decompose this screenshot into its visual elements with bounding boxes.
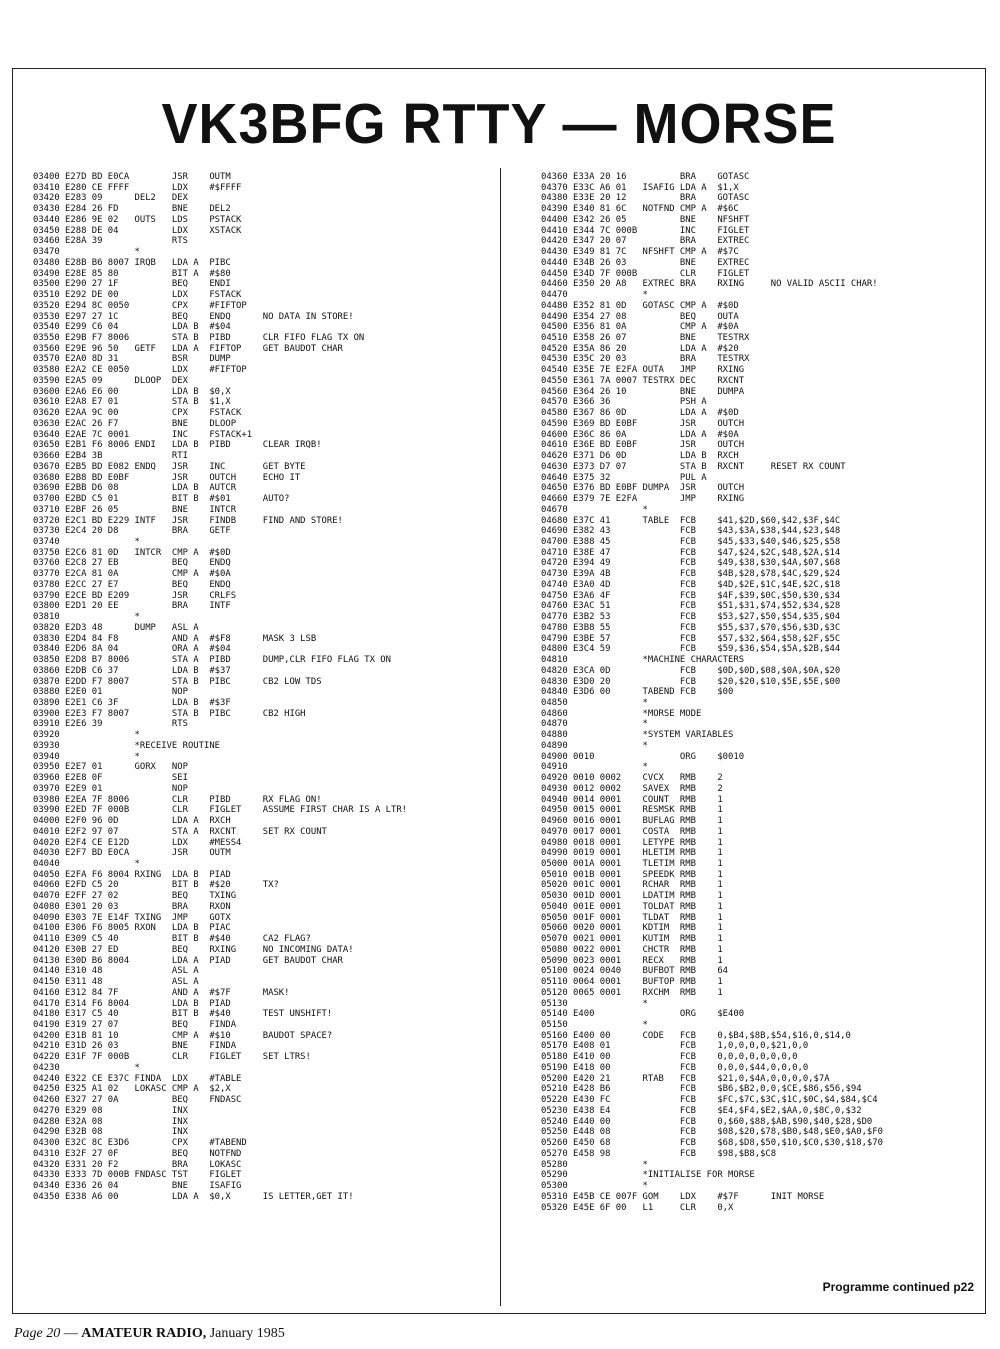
listing-line: 04150 E311 48 ASL A — [33, 977, 199, 988]
listing-line: 05030 001D 0001 LDATIM RMB 1 — [541, 891, 723, 902]
listing-line: 03430 E284 26 FD BNE DEL2 — [33, 204, 231, 215]
listing-line: 04390 E340 81 6C NOTFND CMP A #$6C — [541, 204, 739, 215]
listing-right-column — [541, 172, 883, 1213]
listing-line: 04920 0010 0002 CVCX RMB 2 — [541, 773, 723, 784]
listing-line: 03980 E2EA 7F 8006 CLR PIBD RX FLAG ON! — [33, 794, 322, 805]
listing-line: 04350 E338 A6 00 LDA A $0,X IS LETTER,GET IT! — [33, 1191, 354, 1202]
magazine-name: AMATEUR RADIO, — [81, 1326, 207, 1341]
listing-line: 04260 E327 27 0A BEQ FNDASC — [33, 1095, 242, 1106]
listing-line: 03570 E2A0 8D 31 BSR DUMP — [33, 354, 231, 365]
listing-line: 04980 0018 0001 LETYPE RMB 1 — [541, 837, 723, 848]
listing-line: 04090 E303 7E E14F TXING JMP GOTX — [33, 912, 231, 923]
listing-line: 04290 E32B 08 INX — [33, 1127, 188, 1138]
listing-line: 05180 E410 00 FCB 0,0,0,0,0,0,0,0 — [541, 1052, 798, 1063]
listing-line: 05040 001E 0001 TOLDAT RMB 1 — [541, 901, 723, 912]
listing-line: 04680 E37C 41 TABLE FCB $41,$2D,$60,$42,$3F,$4C — [541, 515, 841, 526]
column-divider — [500, 168, 501, 1306]
listing-line: 04400 E342 26 05 BNE NFSHFT — [541, 214, 750, 225]
listing-line: 04490 E354 27 08 BEQ OUTA — [541, 311, 739, 322]
listing-line: 05220 E430 FC FCB $FC,$7C,$3C,$1C,$0C,$4,$84,$C4 — [541, 1095, 878, 1106]
listing-line: 03590 E2A5 09 DLOOP DEX — [33, 375, 188, 386]
listing-line: 03580 E2A2 CE 0050 LDX #FIFTOP — [33, 365, 247, 376]
listing-line: 04910 * — [541, 762, 648, 773]
listing-line: 03410 E280 CE FFFF LDX #$FFFF — [33, 182, 242, 193]
listing-line: 03970 E2E9 01 NOP — [33, 783, 188, 794]
listing-line: 05240 E440 00 FCB 0,$60,$88,$AB,$90,$40,$28,$D0 — [541, 1116, 873, 1127]
listing-line: 03700 E2BD C5 01 BIT B #$01 AUTO? — [33, 494, 290, 505]
listing-line: 03510 E292 DE 00 LDX FSTACK — [33, 290, 242, 301]
listing-line: 04520 E35A 86 20 LDA A #$20 — [541, 343, 739, 354]
listing-line: 04640 E375 32 PUL A — [541, 472, 707, 483]
listing-line: 05080 0022 0001 CHCTR RMB 1 — [541, 944, 723, 955]
listing-line: 04160 E312 84 7F AND A #$7F MASK! — [33, 987, 290, 998]
listing-line: 04010 E2F2 97 07 STA A RXCNT SET RX COUNT — [33, 826, 327, 837]
listing-line: 03500 E290 27 1F BEQ ENDI — [33, 279, 231, 290]
listing-line: 05260 E450 68 FCB $68,$D8,$50,$10,$C0,$30,$18,$70 — [541, 1138, 883, 1149]
listing-line: 04580 E367 86 0D LDA A #$0D — [541, 408, 739, 419]
listing-line: 04760 E3AC 51 FCB $51,$31,$74,$52,$34,$28 — [541, 601, 841, 612]
listing-line: 04130 E30D B6 8004 LDA A PIAD GET BAUDOT CHAR — [33, 955, 343, 966]
listing-line: 05070 0021 0001 KUTIM RMB 1 — [541, 934, 723, 945]
listing-line: 05320 E45E 6F 00 L1 CLR 0,X — [541, 1202, 734, 1213]
listing-line: 03460 E28A 39 RTS — [33, 236, 188, 247]
listing-line: 04990 0019 0001 HLETIM RMB 1 — [541, 848, 723, 859]
listing-line: 05210 E428 B6 FCB $B6,$B2,0,0,$CE,$86,$56,$94 — [541, 1084, 862, 1095]
listing-line: 04300 E32C 8C E3D6 CPX #TABEND — [33, 1138, 247, 1149]
listing-line: 03680 E2B8 BD E0BF JSR OUTCH ECHO IT — [33, 472, 301, 483]
listing-line: 04810 *MACHINE CHARACTERS — [541, 655, 745, 666]
listing-line: 04610 E36E BD E0BF JSR OUTCH — [541, 440, 745, 451]
listing-line: 04740 E3A0 4D FCB $4D,$2E,$1C,$4E,$2C,$18 — [541, 579, 841, 590]
listing-line: 04110 E309 C5 40 BIT B #$40 CA2 FLAG? — [33, 934, 311, 945]
listing-line: 04440 E34B 26 03 BNE EXTREC — [541, 257, 750, 268]
listing-line: 04430 E349 81 7C NFSHFT CMP A #$7C — [541, 247, 739, 258]
listing-line: 03960 E2E8 0F SEI — [33, 773, 188, 784]
listing-line: 04880 *SYSTEM VARIABLES — [541, 730, 734, 741]
listing-line: 04720 E394 49 FCB $49,$38,$30,$4A,$07,$68 — [541, 558, 841, 569]
listing-line: 05280 * — [541, 1159, 648, 1170]
listing-line: 05100 0024 0040 BUFBOT RMB 64 — [541, 966, 729, 977]
listing-line: 03930 *RECEIVE ROUTINE — [33, 740, 221, 751]
listing-line: 03870 E2DD F7 8007 STA B PIBC CB2 LOW TDS — [33, 676, 322, 687]
listing-line: 04630 E373 D7 07 STA B RXCNT RESET RX COUNT — [541, 461, 846, 472]
listing-line: 05300 * — [541, 1181, 648, 1192]
listing-line: 05000 001A 0001 TLETIM RMB 1 — [541, 859, 723, 869]
listing-line: 04790 E3BE 57 FCB $57,$32,$64,$58,$2F,$5C — [541, 633, 841, 644]
listing-line: 03480 E28B B6 8007 IRQB LDA A PIBC — [33, 257, 231, 268]
listing-left-column — [33, 172, 407, 1203]
page-footer — [14, 1326, 285, 1342]
listing-line: 03830 E2D4 84 F8 AND A #$F8 MASK 3 LSB — [33, 633, 317, 644]
listing-line: 05290 *INITIALISE FOR MORSE — [541, 1170, 755, 1181]
page-number: Page 20 — [14, 1326, 61, 1341]
listing-line: 04070 E2FF 27 02 BEQ TXING — [33, 891, 237, 902]
listing-line: 04560 E364 26 10 BNE DUMPA — [541, 386, 745, 397]
listing-line: 04170 E314 F6 8004 LDA B PIAD — [33, 998, 231, 1009]
listing-line: 04450 E34D 7F 000B CLR FIGLET — [541, 268, 750, 279]
listing-line: 03900 E2E3 F7 8007 STA B PIBC CB2 HIGH — [33, 708, 306, 719]
listing-line: 04060 E2FD C5 20 BIT B #$20 TX? — [33, 880, 279, 891]
listing-line: 03730 E2C4 20 D8 BRA GETF — [33, 526, 231, 537]
listing-line: 03530 E297 27 1C BEQ ENDQ NO DATA IN STORE! — [33, 311, 354, 322]
listing-line: 04250 E325 A1 02 LOKASC CMP A $2,X — [33, 1084, 231, 1095]
listing-line: 05150 * — [541, 1020, 648, 1031]
listing-line: 03990 E2ED 7F 000B CLR FIGLET ASSUME FIRST CHAR IS A LTR! — [33, 805, 408, 816]
listing-line: 04050 E2FA F6 8004 RXING LDA B PIAD — [33, 869, 231, 880]
listing-line: 04030 E2F7 BD E0CA JSR OUTM — [33, 848, 231, 859]
listing-line: 04530 E35C 20 03 BRA TESTRX — [541, 354, 750, 365]
listing-line: 05010 001B 0001 SPEEDK RMB 1 — [541, 869, 723, 880]
listing-line: 04480 E352 81 0D GOTASC CMP A #$0D — [541, 300, 739, 311]
listing-line: 05020 001C 0001 RCHAR RMB 1 — [541, 880, 723, 891]
listing-line: 05270 E458 98 FCB $98,$B8,$C8 — [541, 1148, 777, 1159]
listing-line: 03810 * — [33, 612, 140, 623]
listing-line: 04830 E3D0 20 FCB $20,$20,$10,$5E,$5E,$00 — [541, 676, 841, 687]
listing-line: 03670 E2B5 BD E082 ENDQ JSR INC GET BYTE — [33, 461, 306, 472]
listing-line: 03400 E27D BD E0CA JSR OUTM — [33, 172, 231, 182]
listing-line: 05160 E400 00 CODE FCB 0,$B4,$8B,$54,$16,0,$14,0 — [541, 1030, 851, 1041]
listing-line: 04270 E329 08 INX — [33, 1105, 188, 1116]
listing-line: 04820 E3CA 0D FCB $0D,$0D,$08,$0A,$0A,$20 — [541, 665, 841, 676]
listing-line: 04240 E322 CE E37C FINDA LDX #TABLE — [33, 1073, 242, 1084]
listing-line: 04210 E31D 26 03 BNE FINDA — [33, 1041, 237, 1052]
listing-line: 04410 E344 7C 000B INC FIGLET — [541, 225, 750, 236]
listing-line: 04900 0010 ORG $0010 — [541, 751, 745, 762]
listing-line: 04620 E371 D6 0D LDA B RXCH — [541, 451, 739, 462]
listing-line: 04840 E3D6 00 TABEND FCB $00 — [541, 687, 734, 698]
listing-line: 05120 0065 0001 RXCHM RMB 1 — [541, 987, 723, 998]
listing-line: 03540 E299 C6 04 LDA B #$04 — [33, 322, 231, 333]
listing-line: 04890 * — [541, 740, 648, 751]
listing-line: 03690 E2BB D6 08 LDA B AUTCR — [33, 483, 237, 494]
listing-line: 05060 0020 0001 KDTIM RMB 1 — [541, 923, 723, 934]
listing-line: 04940 0014 0001 COUNT RMB 1 — [541, 794, 723, 805]
listing-line: 05170 E408 01 FCB 1,0,0,0,0,$21,0,0 — [541, 1041, 809, 1052]
listing-line: 04690 E382 43 FCB $43,$3A,$38,$44,$23,$48 — [541, 526, 841, 537]
listing-line: 03920 * — [33, 730, 140, 741]
listing-line: 03890 E2E1 C6 3F LDA B #$3F — [33, 697, 231, 708]
listing-line: 04780 E3B8 55 FCB $55,$37,$70,$56,$3D,$3C — [541, 622, 841, 633]
listing-line: 04730 E39A 4B FCB $4B,$28,$78,$4C,$29,$24 — [541, 569, 841, 580]
listing-line: 04750 E3A6 4F FCB $4F,$39,$0C,$50,$30,$34 — [541, 590, 841, 601]
listing-line: 05090 0023 0001 RECX RMB 1 — [541, 955, 723, 966]
listing-line: 03630 E2AC 26 F7 BNE DLOOP — [33, 418, 237, 429]
listing-line: 03790 E2CE BD E209 JSR CRLFS — [33, 590, 237, 601]
listing-line: 04700 E388 45 FCB $45,$33,$40,$46,$25,$58 — [541, 536, 841, 547]
listing-line: 04020 E2F4 CE E12D LDX #MESS4 — [33, 837, 242, 848]
listing-line: 03550 E29B F7 8006 STA B PIBD CLR FIFO FLAG TX ON — [33, 333, 365, 344]
listing-line: 05230 E438 E4 FCB $E4,$F4,$E2,$AA,0,$8C,0,$32 — [541, 1105, 862, 1116]
listing-line: 04670 * — [541, 504, 648, 515]
listing-line: 04650 E376 BD E0BF DUMPA JSR OUTCH — [541, 483, 745, 494]
listing-line: 03470 * — [33, 247, 140, 258]
listing-line: 04000 E2F0 96 0D LDA A RXCH — [33, 816, 231, 827]
listing-line: 03450 E288 DE 04 LDX XSTACK — [33, 225, 242, 236]
listing-line: 03850 E2D8 B7 8006 STA A PIBD DUMP,CLR FIFO FLAG TX ON — [33, 655, 391, 666]
listing-line: 04470 * — [541, 290, 648, 301]
listing-line: 04770 E3B2 53 FCB $53,$27,$50,$54,$35,$04 — [541, 612, 841, 623]
listing-line: 03660 E2B4 3B RTI — [33, 451, 188, 462]
listing-line: 04310 E32F 27 0F BEQ NOTFND — [33, 1148, 242, 1159]
listing-line: 04360 E33A 20 16 BRA GOTASC — [541, 172, 750, 182]
article-title: VK3BFG RTTY — MORSE — [161, 92, 837, 156]
listing-line: 04220 E31F 7F 000B CLR FIGLET SET LTRS! — [33, 1052, 311, 1063]
listing-line: 03740 * — [33, 536, 140, 547]
continued-note: Programme continued p22 — [822, 1280, 974, 1294]
listing-line: 03610 E2A8 E7 01 STA B $1,X — [33, 397, 231, 408]
listing-line: 03720 E2C1 BD E229 INTF JSR FINDB FIND AND STORE! — [33, 515, 343, 526]
listing-line: 03600 E2A6 E6 00 LDA B $0,X — [33, 386, 231, 397]
listing-line: 05200 E420 21 RTAB FCB $21,0,$4A,0,0,0,0,$7A — [541, 1073, 830, 1084]
listing-line: 05130 * — [541, 998, 648, 1009]
listing-line: 03520 E294 8C 0050 CPX #FIFTOP — [33, 300, 247, 311]
listing-line: 04600 E36C 86 0A LDA A #$0A — [541, 429, 739, 440]
listing-line: 03840 E2D6 8A 04 ORA A #$04 — [33, 644, 231, 655]
listing-line: 04950 0015 0001 RESMSK RMB 1 — [541, 805, 723, 816]
listing-line: 04370 E33C A6 01 ISAFIG LDA A $1,X — [541, 182, 739, 193]
listing-line: 04870 * — [541, 719, 648, 730]
listing-line: 03820 E2D3 48 DUMP ASL A — [33, 622, 199, 633]
listing-line: 04800 E3C4 59 FCB $59,$36,$54,$5A,$2B,$44 — [541, 644, 841, 655]
listing-line: 04100 E306 F6 8005 RXON LDA B PIAC — [33, 923, 231, 934]
listing-line: 04120 E30B 27 ED BEQ RXING NO INCOMING DATA! — [33, 944, 354, 955]
listing-line: 05190 E418 00 FCB 0,0,0,$44,0,0,0,0 — [541, 1062, 809, 1073]
listing-line: 04140 E310 48 ASL A — [33, 966, 199, 977]
listing-line: 04200 E31B 81 10 CMP A #$10 BAUDOT SPACE? — [33, 1030, 333, 1041]
listing-line: 04180 E317 C5 40 BIT B #$40 TEST UNSHIFT! — [33, 1009, 333, 1020]
listing-line: 04930 0012 0002 SAVEX RMB 2 — [541, 783, 723, 794]
listing-line: 04230 * — [33, 1062, 140, 1073]
listing-line: 04660 E379 7E E2FA JMP RXING — [541, 494, 745, 505]
listing-line: 03800 E2D1 20 EE BRA INTF — [33, 601, 231, 612]
listing-line: 04280 E32A 08 INX — [33, 1116, 188, 1127]
listing-line: 03860 E2DB C6 37 LDA B #$37 — [33, 665, 231, 676]
listing-line: 03760 E2C8 27 EB BEQ ENDQ — [33, 558, 231, 569]
listing-line: 05110 0064 0001 BUFTOP RMB 1 — [541, 977, 723, 988]
listing-line: 04340 E336 26 04 BNE ISAFIG — [33, 1181, 242, 1192]
listing-line: 03770 E2CA 81 0A CMP A #$0A — [33, 569, 231, 580]
listing-line: 04590 E369 BD E0BF JSR OUTCH — [541, 418, 745, 429]
listing-line: 05050 001F 0001 TLDAT RMB 1 — [541, 912, 723, 923]
listing-line: 04190 E319 27 07 BEQ FINDA — [33, 1020, 237, 1031]
listing-line: 03650 E2B1 F6 8006 ENDI LDA B PIBD CLEAR IRQB! — [33, 440, 322, 451]
listing-line: 03620 E2AA 9C 00 CPX FSTACK — [33, 408, 242, 419]
listing-line: 04540 E35E 7E E2FA OUTA JMP RXING — [541, 365, 745, 376]
listing-line: 05250 E448 08 FCB $08,$20,$78,$B0,$48,$E0,$A0,$F0 — [541, 1127, 883, 1138]
listing-line: 04510 E358 26 07 BNE TESTRX — [541, 333, 750, 344]
footer-separator: — — [60, 1326, 82, 1341]
listing-line: 04960 0016 0001 BUFLAG RMB 1 — [541, 816, 723, 827]
listing-line: 04500 E356 81 0A CMP A #$0A — [541, 322, 739, 333]
issue-date: January 1985 — [206, 1326, 285, 1341]
listing-line: 03950 E2E7 01 GORX NOP — [33, 762, 188, 773]
listing-line: 03560 E29E 96 50 GETF LDA A FIFTOP GET BAUDOT CHAR — [33, 343, 343, 354]
listing-line: 03750 E2C6 81 0D INTCR CMP A #$0D — [33, 547, 231, 558]
listing-line: 03710 E2BF 26 05 BNE INTCR — [33, 504, 237, 515]
listing-line: 04860 *MORSE MODE — [541, 708, 702, 719]
listing-line: 03640 E2AE 7C 0001 INC FSTACK+1 — [33, 429, 253, 440]
listing-line: 04420 E347 20 07 BRA EXTREC — [541, 236, 750, 247]
listing-line: 03490 E28E 85 80 BIT A #$80 — [33, 268, 231, 279]
listing-line: 05140 E400 ORG $E400 — [541, 1009, 745, 1020]
listing-line: 03880 E2E0 01 NOP — [33, 687, 188, 698]
listing-line: 04850 * — [541, 697, 648, 708]
listing-line: 03420 E283 09 DEL2 DEX — [33, 193, 188, 204]
listing-line: 03780 E2CC 27 E7 BEQ ENDQ — [33, 579, 231, 590]
listing-line: 04380 E33E 20 12 BRA GOTASC — [541, 193, 750, 204]
listing-line: 04460 E350 20 A8 EXTREC BRA RXING NO VALID ASCII CHAR! — [541, 279, 878, 290]
listing-line: 04570 E366 36 PSH A — [541, 397, 707, 408]
listing-line: 04330 E333 7D 000B FNDASC TST FIGLET — [33, 1170, 242, 1181]
listing-line: 04040 * — [33, 859, 140, 869]
listing-line: 03910 E2E6 39 RTS — [33, 719, 188, 730]
listing-line: 03440 E286 9E 02 OUTS LDS PSTACK — [33, 214, 242, 225]
listing-line: 04080 E301 20 03 BRA RXON — [33, 901, 231, 912]
listing-line: 04710 E38E 47 FCB $47,$24,$2C,$48,$2A,$14 — [541, 547, 841, 558]
listing-line: 04320 E331 20 F2 BRA LOKASC — [33, 1159, 242, 1170]
listing-line: 04970 0017 0001 COSTA RMB 1 — [541, 826, 723, 837]
listing-line: 05310 E45B CE 007F GOM LDX #$7F INIT MORSE — [541, 1191, 825, 1202]
listing-line: 03940 * — [33, 751, 140, 762]
listing-line: 04550 E361 7A 0007 TESTRX DEC RXCNT — [541, 375, 745, 386]
